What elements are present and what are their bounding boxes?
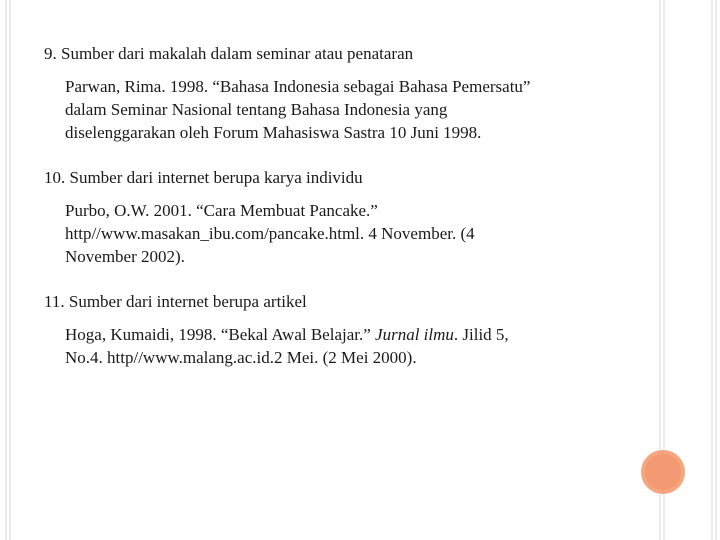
reference-text: Hoga, Kumaidi, 1998. “Bekal Awal Belajar.”	[65, 325, 376, 344]
reference-entry	[65, 69, 644, 144]
journal-title: Jurnal ilmu	[375, 325, 454, 344]
reference-line: diselenggarakan oleh Forum Mahasiswa Sastra 10 Juni 1998.	[65, 123, 482, 142]
reference-text: . Jilid 5,	[453, 325, 509, 344]
reference-line	[65, 323, 644, 346]
section-heading: 9. Sumber dari makalah dalam seminar atau penataran	[44, 44, 414, 63]
reference-line: Purbo, O.W. 2001. “Cara Membuat Pancake.”	[65, 201, 378, 220]
reference-line: http//www.masakan_ibu.com/pancake.html. 4 November. (4	[65, 224, 475, 243]
orange-circle-decoration	[641, 450, 685, 494]
reference-line: No.4. http//www.malang.ac.id.2 Mei. (2 Mei 2000).	[65, 348, 417, 367]
section-internet-article	[44, 289, 644, 369]
reference-line: November 2002).	[65, 247, 185, 266]
orange-circle-inner	[645, 454, 681, 490]
reference-entry	[65, 193, 644, 268]
section-seminar	[44, 41, 644, 144]
section-heading: 10. Sumber dari internet berupa karya individu	[44, 168, 363, 187]
reference-entry	[65, 317, 644, 369]
section-internet-individual	[44, 165, 644, 268]
reference-line: Parwan, Rima. 1998. “Bahasa Indonesia sebagai Bahasa Pemersatu”	[65, 77, 531, 96]
slide-content	[44, 36, 644, 390]
reference-line: dalam Seminar Nasional tentang Bahasa Indonesia yang	[65, 100, 448, 119]
section-heading: 11. Sumber dari internet berupa artikel	[44, 292, 307, 311]
